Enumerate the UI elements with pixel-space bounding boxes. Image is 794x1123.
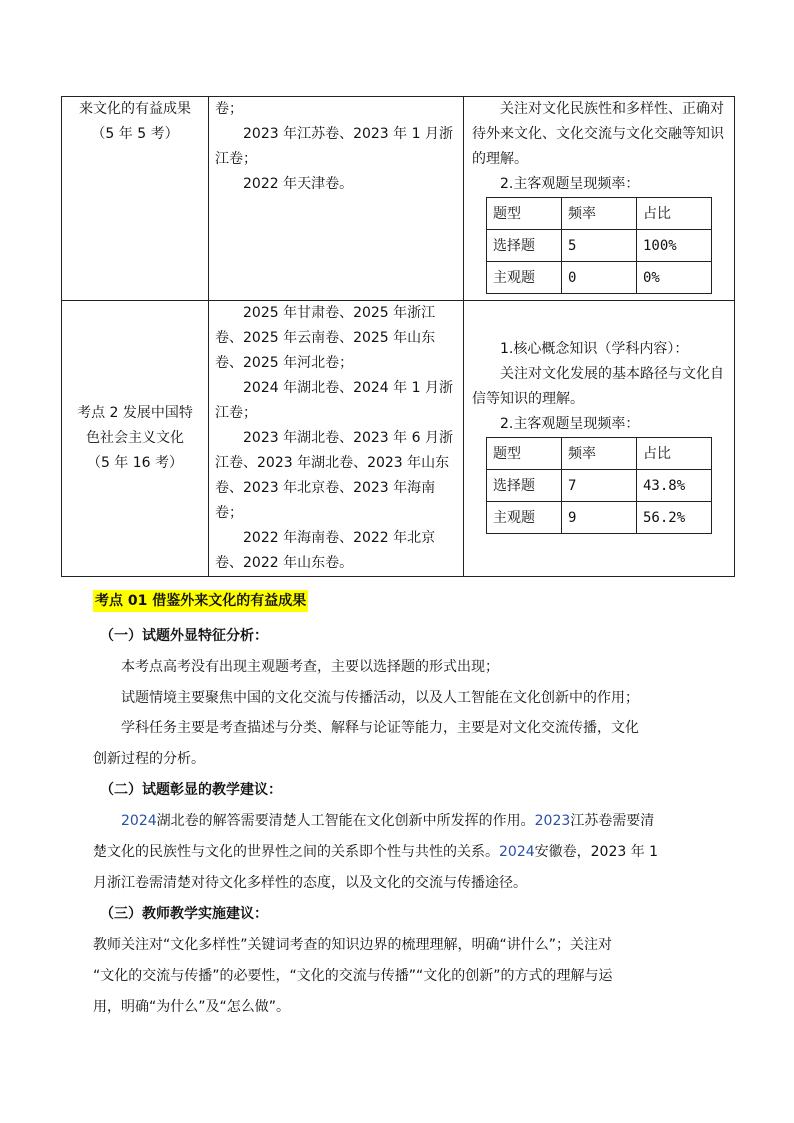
analysis-cell (464, 301, 735, 577)
table-cell: 选择题 (487, 230, 562, 262)
core-concept-text: 关注对文化发展的基本路径与文化自信等知识的理解。 (472, 366, 724, 407)
header-cell: 题型 (487, 198, 562, 230)
frequency-title: 2.主客观题呈现频率： (500, 416, 640, 432)
header-cell: 占比 (637, 198, 712, 230)
year-label: 2024 (121, 813, 157, 829)
table-cell: 5 (562, 230, 637, 262)
table-cell: 0 (562, 262, 637, 294)
table-cell: 43.8% (637, 470, 712, 502)
exam-analysis-table (61, 96, 735, 577)
subheading: （二）试题彰显的教学建议： (100, 782, 282, 798)
core-concept-title: 1.核心概念知识（学科内容）： (500, 341, 689, 357)
paragraph: 本考点高考没有出现主观题考查，主要以选择题的形式出现； (121, 659, 499, 675)
table-row (487, 262, 712, 294)
paragraph (121, 806, 654, 837)
analysis-cell (464, 97, 735, 301)
paragraph (93, 837, 658, 868)
subheading: （三）教师教学实施建议： (100, 906, 268, 922)
frequency-table (486, 437, 712, 534)
header-cell: 占比 (637, 438, 712, 470)
year-label: 2024 (499, 844, 535, 860)
exam-list-cell (209, 301, 464, 577)
table-row (487, 438, 712, 470)
table-cell: 56.2% (637, 502, 712, 534)
topic-cell (62, 97, 209, 301)
paragraph: 月浙江卷需清楚对待文化多样性的态度，以及文化的交流与传播途径。 (93, 875, 527, 891)
exam-list-cell (209, 97, 464, 301)
table-row (487, 502, 712, 534)
paragraph: “文化的交流与传播”的必要性，“文化的交流与传播”“文化的创新”的方式的理解与运 (93, 968, 613, 984)
table-row (487, 230, 712, 262)
exam-list-line: 卷； (215, 101, 243, 117)
paragraph-text: 湖北卷的解答需要清楚人工智能在文化创新中所发挥的作用。 (156, 813, 535, 829)
table-cell: 9 (562, 502, 637, 534)
paragraph: 用，明确“为什么”及“怎么做”。 (93, 999, 291, 1015)
table-row (62, 97, 735, 301)
topic-name: 考点 2 发展中国特 (77, 405, 193, 421)
header-cell: 题型 (487, 438, 562, 470)
table-row (487, 470, 712, 502)
exam-list-line: 2023 年江苏卷、2023 年 1 月浙江卷； (215, 126, 453, 167)
exam-list-paragraph: 2022 年海南卷、2022 年北京卷、2022 年山东卷。 (215, 530, 436, 571)
paragraph-text: 楚文化的民族性与文化的世界性之间的关系即个性与共性的关系。 (93, 844, 499, 860)
table-cell: 0% (637, 262, 712, 294)
frequency-title: 2.主客观题呈现频率： (500, 176, 640, 192)
analysis-text: 关注对文化民族性和多样性、正确对待外来文化、文化交流与文化交融等知识的理解。 (472, 101, 724, 167)
paragraph: 学科任务主要是考查描述与分类、解释与论证等能力，主要是对文化交流传播，文化 (121, 720, 639, 736)
topic-count: （5 年 5 考） (91, 126, 179, 142)
table-cell: 7 (562, 470, 637, 502)
exam-list-paragraph: 2023 年湖北卷、2023 年 6 月浙江卷、2023 年湖北卷、2023 年山东卷、2023 年北京卷、2023 年海南卷； (215, 430, 453, 521)
header-cell: 频率 (562, 198, 637, 230)
header-cell: 频率 (562, 438, 637, 470)
table-cell: 主观题 (487, 262, 562, 294)
paragraph-text: 安徽卷，2023 年 1 (534, 844, 659, 860)
table-row (487, 198, 712, 230)
paragraph: 创新过程的分析。 (93, 751, 205, 767)
topic-name: 色社会主义文化 (86, 430, 184, 446)
table-cell: 主观题 (487, 502, 562, 534)
topic-cell (62, 301, 209, 577)
section-title: 考点 01 借鉴外来文化的有益成果 (93, 590, 308, 612)
table-cell: 100% (637, 230, 712, 262)
exam-list-paragraph: 2025 年甘肃卷、2025 年浙江卷、2025 年云南卷、2025 年山东卷、2025 年河北卷； (215, 305, 436, 371)
table-row (62, 301, 735, 577)
exam-list-line: 2022 年天津卷。 (243, 176, 354, 192)
paragraph: 教师关注对“文化多样性”关键词考查的知识边界的梳理理解，明确“讲什么”；关注对 (93, 937, 613, 953)
paragraph-text: 江苏卷需要清 (570, 813, 655, 829)
year-label: 2023 (534, 813, 571, 829)
frequency-table (486, 197, 712, 294)
paragraph: 试题情境主要聚焦中国的文化交流与传播活动，以及人工智能在文化创新中的作用； (121, 690, 639, 706)
topic-count: （5 年 16 考） (86, 455, 184, 471)
table-cell: 选择题 (487, 470, 562, 502)
topic-name: 来文化的有益成果 (79, 101, 191, 117)
subheading: （一）试题外显特征分析： (100, 628, 268, 644)
exam-list-paragraph: 2024 年湖北卷、2024 年 1 月浙江卷； (215, 380, 453, 421)
